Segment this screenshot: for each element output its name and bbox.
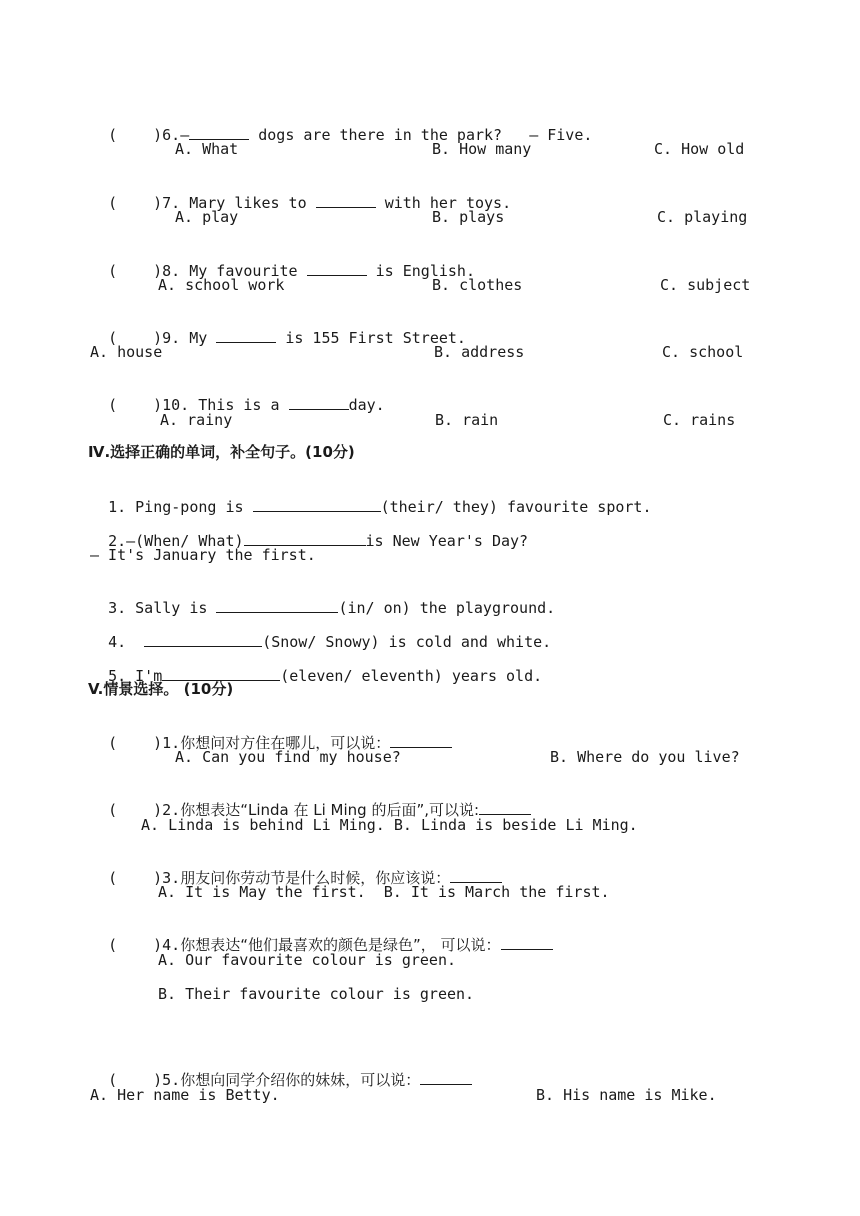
scenario-prompt: 你想表达“他们最喜欢的颜色是绿色”， 可以说： (180, 936, 501, 954)
option-b[interactable]: B. His name is Mike. (536, 1086, 717, 1104)
scenario-prompt: 朋友问你劳动节是什么时候，你应该说： (180, 869, 451, 887)
question-stem: dogs are there in the park? (258, 126, 503, 144)
options-line[interactable]: A. It is May the first. B. It is March the first. (158, 883, 610, 901)
question-number: )4. (153, 936, 181, 954)
question-number: )10. (153, 396, 190, 414)
answer-blank[interactable] (450, 868, 502, 883)
answer-blank[interactable] (253, 497, 381, 512)
paren-open: ( (108, 734, 118, 752)
question-answer: — Five. (529, 126, 593, 144)
option-b[interactable]: B. Their favourite colour is green. (158, 985, 475, 1003)
sentence-text: 1. Ping-pong is (108, 498, 244, 516)
answer-blank[interactable] (501, 935, 553, 950)
option-b[interactable]: B. How many (432, 140, 532, 158)
paren-open: ( (108, 1071, 118, 1089)
option-b[interactable]: B. address (434, 343, 525, 361)
answer-blank[interactable] (189, 125, 249, 140)
question-stem: My favourite (189, 262, 298, 280)
sentence-hint: (eleven/ eleventh) years old. (280, 667, 543, 685)
question-number: )5. (153, 1071, 181, 1089)
question-number: )8. (153, 262, 181, 280)
answer-blank[interactable] (144, 632, 262, 647)
option-c[interactable]: C. school (662, 343, 744, 361)
scenario-prompt: 你想表达“Linda 在 Li Ming 的后面”,可以说: (180, 801, 480, 819)
answer-blank[interactable] (390, 733, 452, 748)
sentence-text: 5. I'm (108, 667, 163, 685)
question-number: )1. (153, 734, 181, 752)
question-number: )7. (153, 194, 181, 212)
paren-open: ( (108, 801, 118, 819)
option-c[interactable]: C. How old (654, 140, 745, 158)
question-stem: This is a (198, 396, 280, 414)
question-number: )9. (153, 329, 181, 347)
section-heading-5: V.情景选择。 (10分) (88, 680, 234, 698)
question-number: )3. (153, 869, 181, 887)
sentence-text: 4. (108, 633, 127, 651)
paren-open: ( (108, 194, 118, 212)
paren-open: ( (108, 396, 118, 414)
section-heading-4: Ⅳ.选择正确的单词，补全句子。(10分) (88, 443, 355, 461)
options-line[interactable]: A. Linda is behind Li Ming. B. Linda is beside Li Ming. (141, 816, 638, 834)
scenario-2 (90, 780, 531, 820)
option-a[interactable]: A. Our favourite colour is green. (158, 951, 457, 969)
answer-blank[interactable] (316, 193, 376, 208)
question-stem: Mary likes to (189, 194, 307, 212)
paren-open: ( (108, 869, 118, 887)
question-stem-end: with her toys. (384, 194, 512, 212)
answer-blank[interactable] (479, 800, 531, 815)
question-10 (90, 375, 385, 415)
answer-blank[interactable] (420, 1070, 472, 1085)
question-stem-end: day. (348, 396, 385, 414)
option-a[interactable]: A. rainy (160, 411, 233, 429)
sentence-text: 2.—(When/ What) (108, 532, 244, 550)
sentence-2-reply: — It's January the first. (90, 546, 316, 564)
sentence-hint: (their/ they) favourite sport. (380, 498, 652, 516)
option-a[interactable]: A. Her name is Betty. (90, 1086, 280, 1104)
option-a[interactable]: A. Can you find my house? (175, 748, 401, 766)
scenario-prompt: 你想问对方住在哪儿，可以说： (180, 734, 391, 752)
scenario-prompt: 你想向同学介绍你的妹妹，可以说： (180, 1071, 421, 1089)
answer-blank[interactable] (307, 261, 367, 276)
option-a[interactable]: A. What (175, 140, 239, 158)
paren-open: ( (108, 126, 118, 144)
option-c[interactable]: C. rains (663, 411, 736, 429)
option-b[interactable]: B. Where do you live? (550, 748, 740, 766)
paren-open: ( (108, 329, 118, 347)
question-stem-end: is English. (375, 262, 475, 280)
dash: — (180, 126, 190, 144)
option-c[interactable]: C. subject (660, 276, 751, 294)
answer-blank[interactable] (216, 598, 338, 613)
question-number: )6. (153, 126, 181, 144)
sentence-hint: (Snow/ Snowy) is cold and white. (262, 633, 552, 651)
option-a[interactable]: A. play (175, 208, 239, 226)
option-a[interactable]: A. school work (158, 276, 285, 294)
scenario-4 (90, 915, 553, 955)
sentence-hint: is New Year's Day? (365, 532, 529, 550)
paren-open: ( (108, 936, 118, 954)
option-b[interactable]: B. plays (432, 208, 505, 226)
paren-open: ( (108, 262, 118, 280)
answer-blank[interactable] (289, 395, 349, 410)
option-b[interactable]: B. clothes (432, 276, 523, 294)
question-number: )2. (153, 801, 181, 819)
sentence-hint: (in/ on) the playground. (338, 599, 556, 617)
option-b[interactable]: B. rain (435, 411, 499, 429)
question-stem-end: is 155 First Street. (285, 329, 466, 347)
answer-blank[interactable] (244, 531, 366, 546)
option-a[interactable]: A. house (90, 343, 163, 361)
answer-blank[interactable] (216, 328, 276, 343)
option-c[interactable]: C. playing (657, 208, 748, 226)
question-stem: My (189, 329, 208, 347)
sentence-text: 3. Sally is (108, 599, 208, 617)
scenario-5 (90, 1050, 472, 1090)
